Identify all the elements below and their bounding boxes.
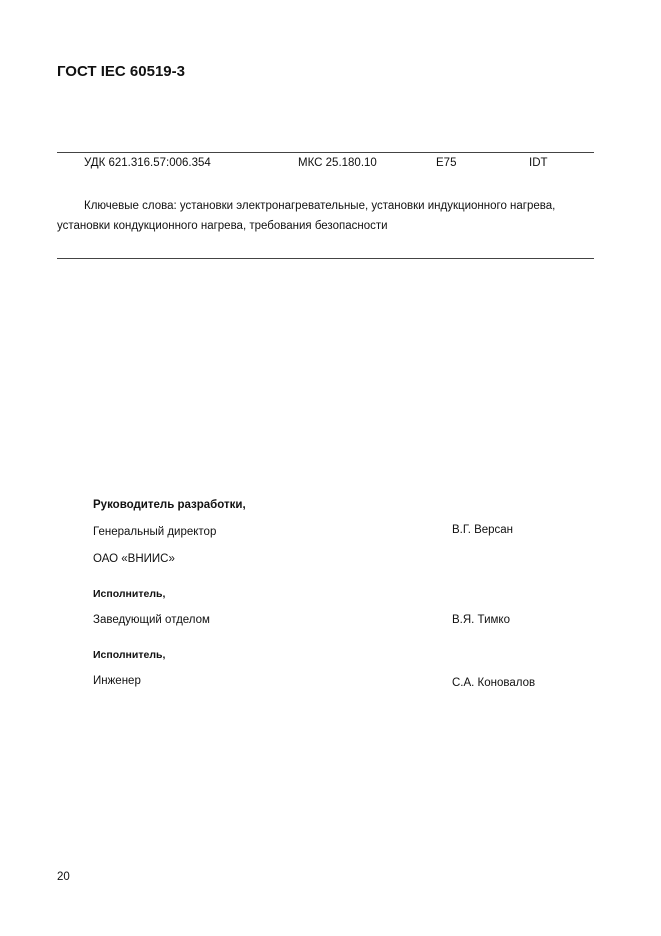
- executor-1-position: Заведующий отделом: [93, 614, 210, 626]
- bottom-rule: [57, 258, 594, 259]
- leader-organization: ОАО «ВНИИС»: [93, 553, 175, 565]
- keywords-line-1: Ключевые слова: установки электронагревательные, установки индукционного нагрева,: [84, 200, 556, 212]
- top-rule: [57, 152, 594, 153]
- leader-name: В.Г. Версан: [452, 524, 514, 536]
- page-number: 20: [57, 871, 70, 883]
- equivalence-code: IDT: [529, 157, 548, 169]
- udk-code: УДК 621.316.57:006.354: [84, 157, 211, 169]
- keywords-line-2: установки кондукционного нагрева, требования безопасности: [57, 220, 388, 232]
- executor-1-heading: Исполнитель,: [93, 588, 166, 600]
- executor-2-name: С.А. Коновалов: [452, 677, 536, 689]
- executor-2-position: Инженер: [93, 675, 141, 687]
- executor-1-name: В.Я. Тимко: [452, 614, 510, 626]
- leader-heading: Руководитель разработки,: [93, 499, 246, 511]
- category-code: E75: [436, 157, 457, 169]
- executor-2-heading: Исполнитель,: [93, 649, 166, 661]
- mks-code: МКС 25.180.10: [298, 157, 377, 169]
- document-header: ГОСТ IEC 60519-3: [57, 63, 185, 80]
- leader-position: Генеральный директор: [93, 526, 217, 538]
